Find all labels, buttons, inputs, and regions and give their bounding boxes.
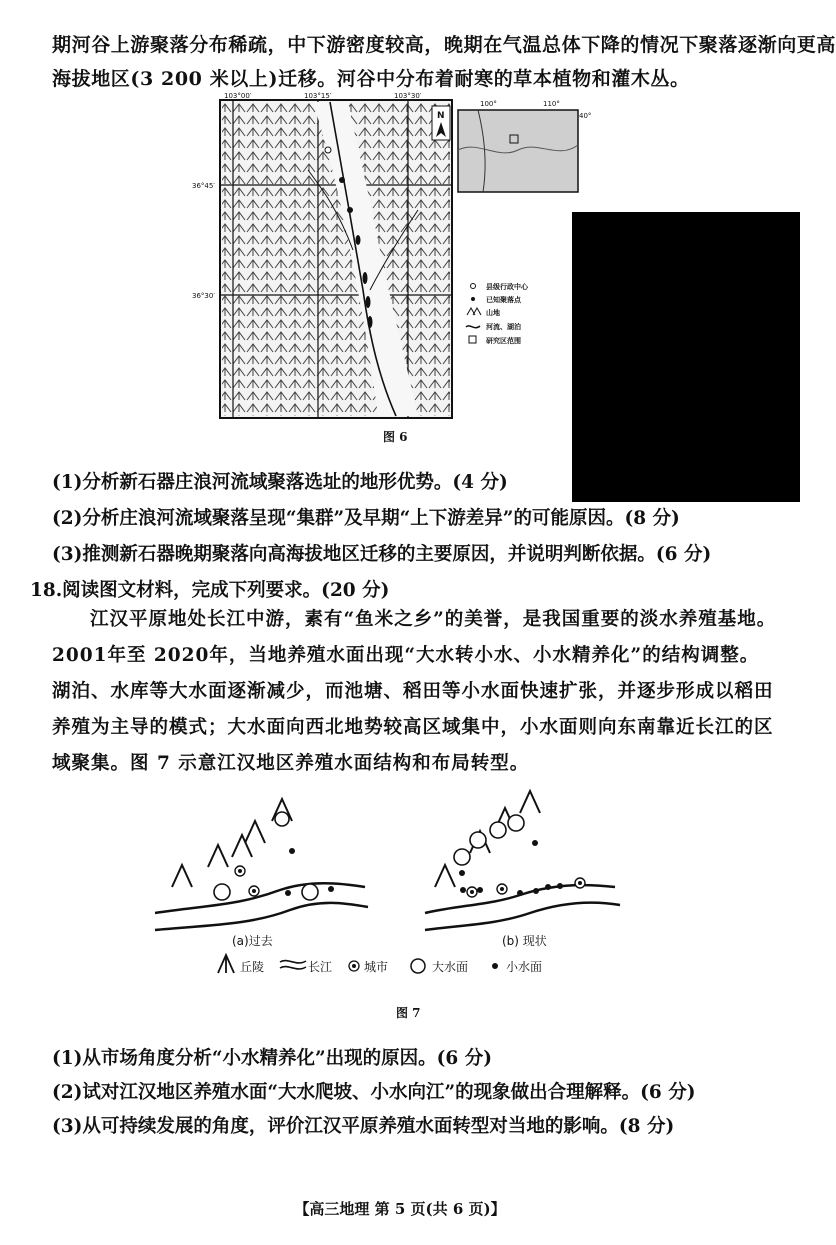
q17-2: (2)分析庄浪河流域聚落呈现“集群”及早期“上下游差异”的可能原因。(8 分): [52, 508, 680, 529]
page-footer: 【高三地理 第 5 页(共 6 页)】: [294, 1200, 506, 1218]
svg-text:城市: 城市: [364, 960, 389, 974]
svg-text:河流、湖泊: 河流、湖泊: [486, 323, 521, 331]
north-letter: N: [437, 111, 445, 121]
figure-7-diagram: [150, 795, 630, 985]
q18-header: 18.阅读图文材料，完成下列要求。(20 分): [30, 580, 390, 601]
svg-text:丘陵: 丘陵: [240, 960, 265, 974]
intro-line-2: 海拔地区(3 200 米以上)迁移。河谷中分布着耐寒的草本植物和灌木丛。: [52, 68, 690, 90]
inset-lon-2: 110°: [543, 100, 560, 108]
svg-text:小水面: 小水面: [506, 960, 543, 974]
lat-label-2: 36°30′: [192, 292, 215, 300]
q17-3: (3)推测新石器晚期聚落向高海拔地区迁移的主要原因，并说明判断依据。(6 分): [52, 544, 712, 565]
figure-7-caption: 图 7: [396, 1006, 421, 1020]
svg-text:已知聚落点: 已知聚落点: [486, 296, 521, 304]
inset-lat: 40°: [579, 112, 592, 120]
figure-6-map: [192, 90, 592, 425]
svg-text:研究区范围: 研究区范围: [486, 337, 521, 345]
svg-text:大水面: 大水面: [432, 960, 469, 974]
svg-text:长江: 长江: [308, 960, 333, 974]
lon-label-1: 103°00′: [224, 92, 252, 100]
lon-label-3: 103°30′: [394, 92, 422, 100]
inset-lon-1: 100°: [480, 100, 497, 108]
q18-3: (3)从可持续发展的角度，评价江汉平原养殖水面转型对当地的影响。(8 分): [52, 1116, 675, 1137]
redaction-box: [572, 212, 800, 502]
figure-6-caption: 图 6: [383, 430, 408, 444]
intro-line-1: 期河谷上游聚落分布稀疏，中下游密度较高，晚期在气温总体下降的情况下聚落逐渐向更高: [52, 34, 836, 56]
figure-7-legend: [218, 955, 542, 974]
panel-a-label: (a)过去: [232, 934, 273, 948]
q18-1: (1)从市场角度分析“小水精养化”出现的原因。(6 分): [52, 1048, 492, 1069]
lon-label-2: 103°15′: [304, 92, 332, 100]
q18-paragraph: 江汉平原地处长江中游，素有“鱼米之乡”的美誉，是我国重要的淡水养殖基地。2001年至 2020年，当地养殖水面出现“大水转小水、小水精养化”的结构调整。湖泊、水库等大水面逐渐减少，而池塘、稻田等小水面快速扩张，并逐步形成以稻田养殖为主导的模式；大水面向西北地势较高区域集中，小水面则向东南靠近长江的区域聚集。图 7 示意江汉地区养殖水面结构和布局转型。: [52, 609, 777, 774]
figure-7-panel-a: [155, 799, 368, 948]
panel-b-label: (b) 现状: [502, 934, 547, 948]
q17-1: (1)分析新石器庄浪河流域聚落选址的地形优势。(4 分): [52, 472, 508, 493]
q18-2: (2)试对江汉地区养殖水面“大水爬坡、小水向江”的现象做出合理解释。(6 分): [52, 1082, 696, 1103]
svg-text:县级行政中心: 县级行政中心: [486, 283, 528, 291]
figure-6-legend: [466, 282, 529, 345]
svg-text:山地: 山地: [486, 309, 500, 317]
figure-7-panel-b: [425, 791, 620, 948]
lat-label-1: 36°45′: [192, 182, 215, 190]
